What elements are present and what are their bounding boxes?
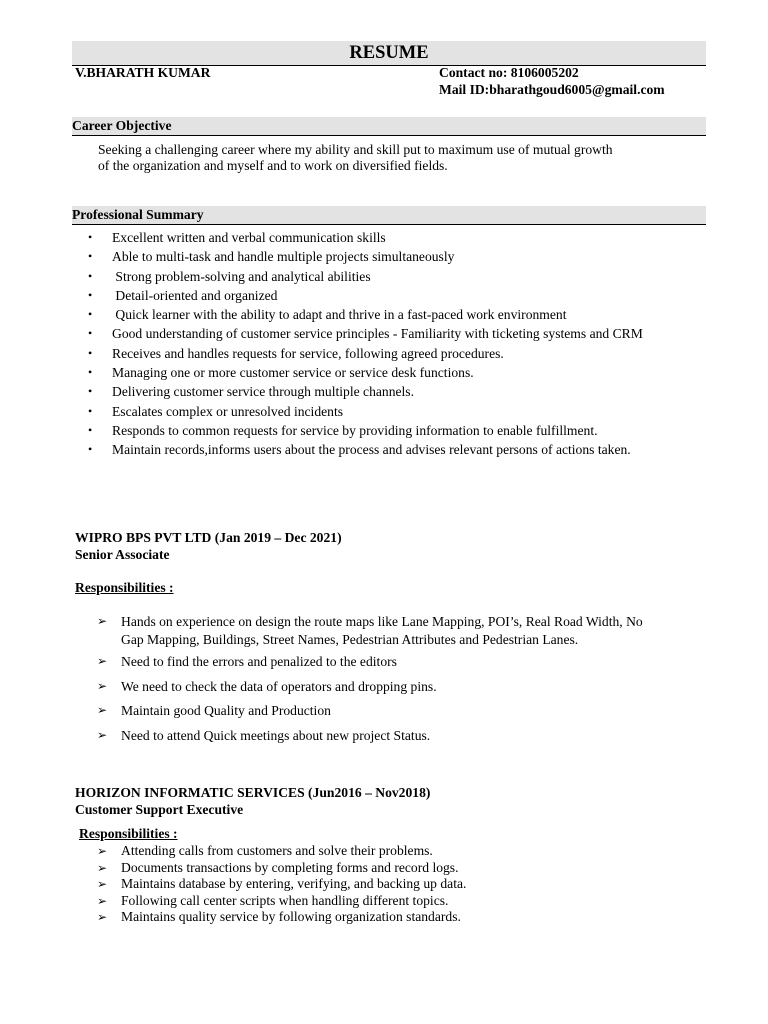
resume-title-bar <box>72 41 706 66</box>
bullet-icon: • <box>88 268 93 283</box>
list-item: • Escalates complex or unresolved incidents <box>88 402 713 421</box>
list-item: ➢ Maintain good Quality and Production <box>97 703 331 718</box>
list-item: • Detail-oriented and organized <box>88 286 713 305</box>
bullet-icon: • <box>88 403 93 418</box>
job2-company: HORIZON INFORMATIC SERVICES (Jun2016 – Nov2018) <box>75 785 431 800</box>
list-item: ➢ Need to attend Quick meetings about new project Status. <box>97 727 431 743</box>
professional-summary-list <box>88 228 713 460</box>
list-item: • Able to multi-task and handle multiple projects simultaneously <box>88 247 713 266</box>
list-item: • Receives and handles requests for service, following agreed procedures. <box>88 344 713 363</box>
contact-number: Contact no: 8106005202 <box>439 65 579 80</box>
list-item: ➢ Following call center scripts when handling different topics. <box>97 892 449 908</box>
bullet-icon: • <box>88 384 93 399</box>
bullet-icon: • <box>88 287 93 302</box>
bullet-icon: • <box>88 307 93 322</box>
job2-role: Customer Support Executive <box>75 802 244 817</box>
mail-id: Mail ID:bharathgoud6005@gmail.com <box>439 82 665 97</box>
job2-responsibilities-list <box>97 843 657 926</box>
arrow-bullet-icon: ➢ <box>97 893 108 908</box>
arrow-bullet-icon: ➢ <box>97 910 108 925</box>
bullet-icon: • <box>88 345 93 360</box>
candidate-name: V.BHARATH KUMAR <box>75 65 211 80</box>
list-item: • Strong problem-solving and analytical abilities <box>88 267 713 286</box>
career-objective-bar <box>72 117 706 136</box>
list-item: ➢ Attending calls from customers and solve their problems. <box>97 843 433 858</box>
bullet-icon: • <box>88 365 93 380</box>
list-item: ➢ Maintains database by entering, verifying, and backing up data. <box>97 876 467 892</box>
career-objective-line-1: Seeking a challenging career where my ability and skill put to maximum use of mutual growth <box>98 142 613 157</box>
bullet-icon: • <box>88 422 93 437</box>
professional-summary-heading: Professional Summary <box>72 207 204 222</box>
arrow-bullet-icon: ➢ <box>97 727 108 742</box>
arrow-bullet-icon: ➢ <box>97 654 108 668</box>
arrow-bullet-icon: ➢ <box>97 614 108 628</box>
arrow-bullet-icon: ➢ <box>97 703 108 717</box>
bullet-icon: • <box>88 249 93 264</box>
bullet-icon: • <box>88 326 93 341</box>
arrow-bullet-icon: ➢ <box>97 877 108 892</box>
bullet-icon: • <box>88 442 93 457</box>
arrow-bullet-icon: ➢ <box>97 678 108 693</box>
list-item: ➢ Documents transactions by completing forms and record logs. <box>97 859 459 875</box>
list-item: • Delivering customer service through multiple channels. <box>88 382 713 401</box>
arrow-bullet-icon: ➢ <box>97 860 108 875</box>
list-item: ➢ Maintains quality service by following organization standards. <box>97 909 461 925</box>
list-item: ➢ Need to find the errors and penalized to the editors <box>97 654 397 669</box>
list-item: ➢ Hands on experience on design the route maps like Lane Mapping, POI’s, Real Road Width, No Gap Mapping, Buildings, Street Names, Pedestrian Attributes and Pedestrian Lanes. <box>97 614 643 647</box>
bullet-icon: • <box>88 230 93 244</box>
professional-summary-bar <box>72 206 706 225</box>
list-item: • Quick learner with the ability to adapt and thrive in a fast-paced work environment <box>88 305 713 324</box>
job1-responsibilities-list <box>97 613 657 744</box>
list-item: • Good understanding of customer service principles - Familiarity with ticketing systems and CRM <box>88 324 713 343</box>
list-item: ➢ We need to check the data of operators and dropping pins. <box>97 678 437 694</box>
job1-role: Senior Associate <box>75 547 170 562</box>
list-item: • Excellent written and verbal communication skills <box>88 228 713 247</box>
career-objective-heading: Career Objective <box>72 118 172 133</box>
career-objective-line-2: of the organization and myself and to work on diversified fields. <box>98 158 448 173</box>
list-item: • Responds to common requests for service by providing information to enable fulfillment. <box>88 421 713 440</box>
job2-responsibilities-heading: Responsibilities : <box>79 826 178 841</box>
list-item: • Managing one or more customer service or service desk functions. <box>88 363 713 382</box>
job1-company: WIPRO BPS PVT LTD (Jan 2019 – Dec 2021) <box>75 530 342 545</box>
arrow-bullet-icon: ➢ <box>97 844 108 858</box>
job1-responsibilities-heading: Responsibilities : <box>75 580 174 595</box>
resume-title: RESUME <box>349 43 429 63</box>
list-item: • Maintain records,informs users about the process and advises relevant persons of actions taken. <box>88 440 713 459</box>
